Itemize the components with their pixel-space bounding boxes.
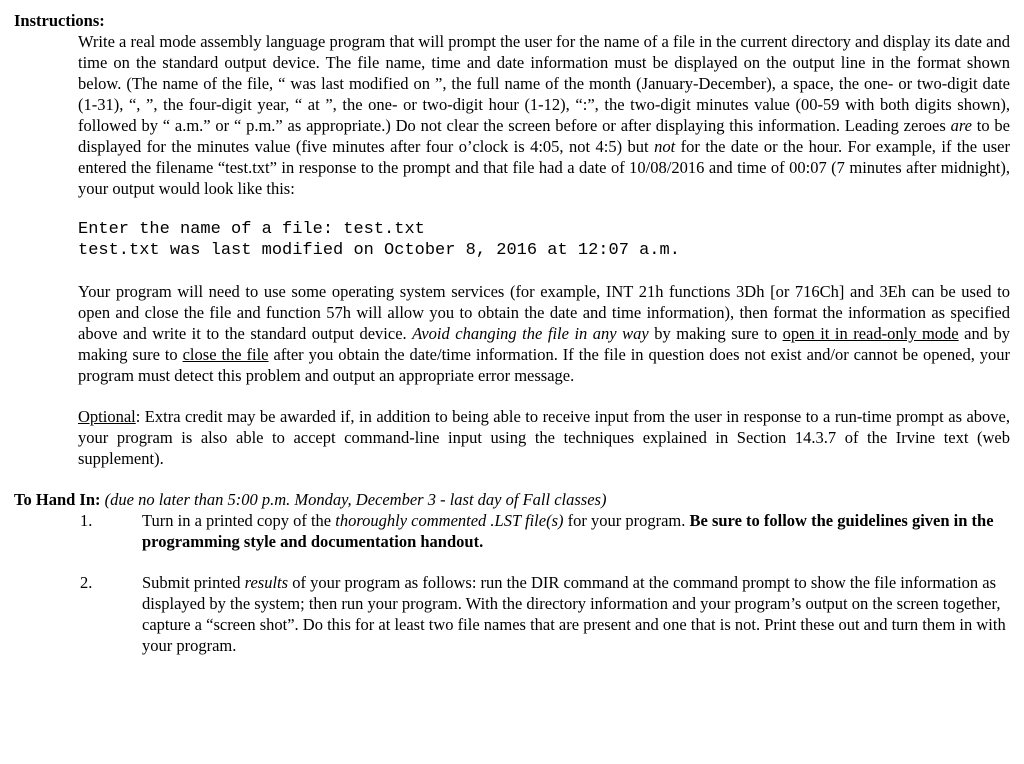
item2-text-b: of your program as follows: run the DIR command at the command prompt to show the file information as displayed by the system; then run your program. With the directory information and your program’s output on the screen together, capture a “screen shot”. Do this for at least two file names that are present and one that is not. Print these out and turn them in with your program. (142, 573, 1006, 655)
hand-in-heading: To Hand In: (14, 490, 101, 509)
hand-in-item-number: 1. (80, 511, 93, 530)
p2-text-c: and by making sure to (78, 324, 1010, 364)
example-output-line-1: Enter the name of a file: test.txt (78, 220, 425, 239)
hand-in-item-2 (80, 572, 1010, 656)
p1-text-b: to be displayed for the minutes value (five minutes after four o’clock is 4:05, not 4:5) but (78, 116, 1010, 156)
hand-in-section (14, 489, 1010, 656)
instructions-paragraph-3 (78, 406, 1010, 469)
p1-emphasis-are: are (950, 116, 972, 135)
example-output-block (78, 219, 1010, 261)
p2-underline-readonly: open it in read-only mode (782, 324, 959, 343)
instructions-paragraph-1 (78, 31, 1010, 199)
hand-in-header (14, 489, 1010, 510)
hand-in-item-text (142, 510, 1010, 552)
hand-in-item-text (142, 572, 1010, 656)
item2-text-a: Submit printed (142, 573, 245, 592)
p1-text-c: for the date or the hour. For example, if the user entered the filename “test.txt” in response to the prompt and that file had a date of 10/08/2016 and time of 00:07 (7 minutes after midnight), your output would look like this: (78, 137, 1010, 198)
instructions-paragraph-2 (78, 281, 1010, 386)
p2-text-b: by making sure to (648, 324, 783, 343)
example-output-line-2: test.txt was last modified on October 8, 2016 at 12:07 a.m. (78, 241, 680, 260)
p3-underline-optional: Optional (78, 407, 136, 426)
p2-text-a: Your program will need to use some operating system services (for example, INT 21h functions 3Dh [or 716Ch] and 3Eh can be used to open and close the file and function 57h will allow you to obtain the date and time information), then format the information as specified above and write it to the standard output device. (78, 282, 1010, 343)
instructions-heading: Instructions: (14, 11, 105, 30)
item2-emphasis: results (244, 573, 289, 592)
p1-text-a: Write a real mode assembly language program that will prompt the user for the name of a file in the current directory and display its date and time on the standard output device. The file name, time and date information must be displayed on the output line in the format shown below. (The name of the file, “ was last modified on ”, the full name of the month (January-December), a space, the one- or two-digit date (1-31), “, ”, the four-digit year, “ at ”, the one- or two-digit hour (1-12), “:”, the two-digit minutes value (00-59 with both digits shown), followed by “ a.m.” or “ p.m.” as appropriate.) Do not clear the screen before or after displaying this information. Leading zeroes (78, 32, 1010, 135)
hand-in-item-1 (80, 510, 1010, 552)
hand-in-due-date: (due no later than 5:00 p.m. Monday, December 3 - last day of Fall classes) (100, 490, 607, 509)
p2-text-d: after you obtain the date/time information. If the file in question does not exist and/or cannot be opened, your program must detect this problem and output an appropriate error message. (78, 345, 1011, 385)
item1-text-b: for your program. (563, 511, 690, 530)
item1-bold: Be sure to follow the guidelines given in the programming style and documentation handout. (142, 511, 994, 551)
p3-text-a: : Extra credit may be awarded if, in addition to being able to receive input from the user in response to a run-time prompt as above, your program is also able to accept command-line input using the techniques explained in Section 14.3.7 of the Irvine text (web supplement). (78, 407, 1010, 468)
p1-emphasis-not: not (654, 137, 676, 156)
p2-underline-close: close the file (182, 345, 269, 364)
p2-emphasis-avoid: Avoid changing the file in any way (412, 324, 649, 343)
item1-text-a: Turn in a printed copy of the (142, 511, 336, 530)
hand-in-item-number: 2. (80, 573, 93, 592)
item1-emphasis: thoroughly commented .LST file(s) (335, 511, 564, 530)
